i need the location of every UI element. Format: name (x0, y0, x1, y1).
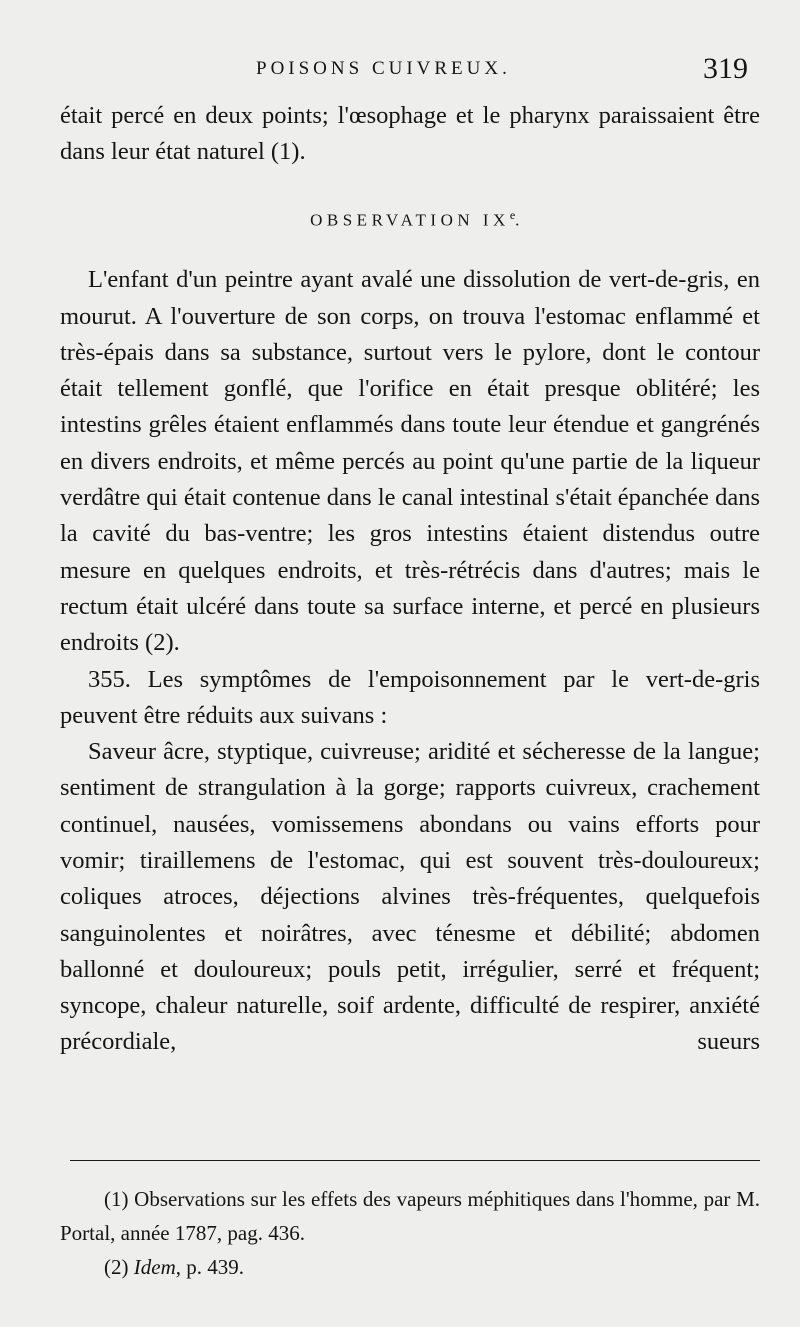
footnote-divider (70, 1160, 760, 1161)
footnote-2-term: Idem (133, 1255, 176, 1279)
observation-heading: OBSERVATION IXe. (310, 207, 524, 230)
observation-paragraph: L'enfant d'un peintre ayant avalé une dissolution de vert-de-gris, en mourut. A l'ouverture de son corps, on trouva l'estomac enflammé et très-épais dans sa substance, surtout vers le pylore, dont le contour était tellement gonflé, que l'orifice en était presque oblitéré; les intestins grêles étaient enflammés dans toute leur étendue et gangrénés en divers endroits, et même percés au point qu'une partie de la liqueur verdâtre qui était contenue dans le canal intestinal s'était épanchée dans la cavité du bas-ventre; les gros intestins étaient distendus outre mesure en quelques endroits, et très-rétrécis dans d'autres; mais le rectum était ulcéré dans toute sa surface interne, et percé en plusieurs endroits (2). (60, 266, 760, 657)
observation-heading-superscript: e (509, 207, 516, 222)
page-body (60, 98, 760, 1061)
footnote-2-rest: , p. 439. (175, 1255, 244, 1279)
page-number: 319 (703, 52, 748, 85)
symptoms-paragraph: Saveur âcre, styptique, cuivreuse; aridité et sécheresse de la langue; sentiment de strangulation à la gorge; rapports cuivreux, crachement continuel, nausées, vomissemens abondans ou vains efforts pour vomir; tiraillemens de l'estomac, qui est souvent très-douloureux; coliques atroces, déjections alvines très-fréquentes, quelquefois sanguinolentes et noirâtres, avec ténesme et débilité; abdomen ballonné et douloureux; pouls petit, irrégulier, serré et fréquent; syncope, chaleur naturelle, soif ardente, difficulté de respirer, anxiété précordiale, sueurs (60, 738, 760, 1056)
page-header (60, 52, 756, 92)
footnote-2 (60, 1250, 760, 1284)
footnote-2-marker: (2) (104, 1255, 129, 1279)
continued-paragraph: était percé en deux points; l'œsophage et le pharynx paraissaient être dans leur état naturel (1). (60, 102, 760, 166)
observation-heading-text: OBSERVATION IX (310, 210, 510, 230)
section-355-paragraph: 355. Les symptômes de l'empoisonnement par le vert-de-gris peuvent être réduits aux suivans : (60, 665, 760, 729)
footnote-1: (1) Observations sur les effets des vapeurs méphitiques dans l'homme, par M. Portal, année 1787, pag. 436. (60, 1187, 760, 1245)
footnotes (60, 1182, 760, 1284)
running-title: POISONS CUIVREUX. (256, 58, 511, 79)
